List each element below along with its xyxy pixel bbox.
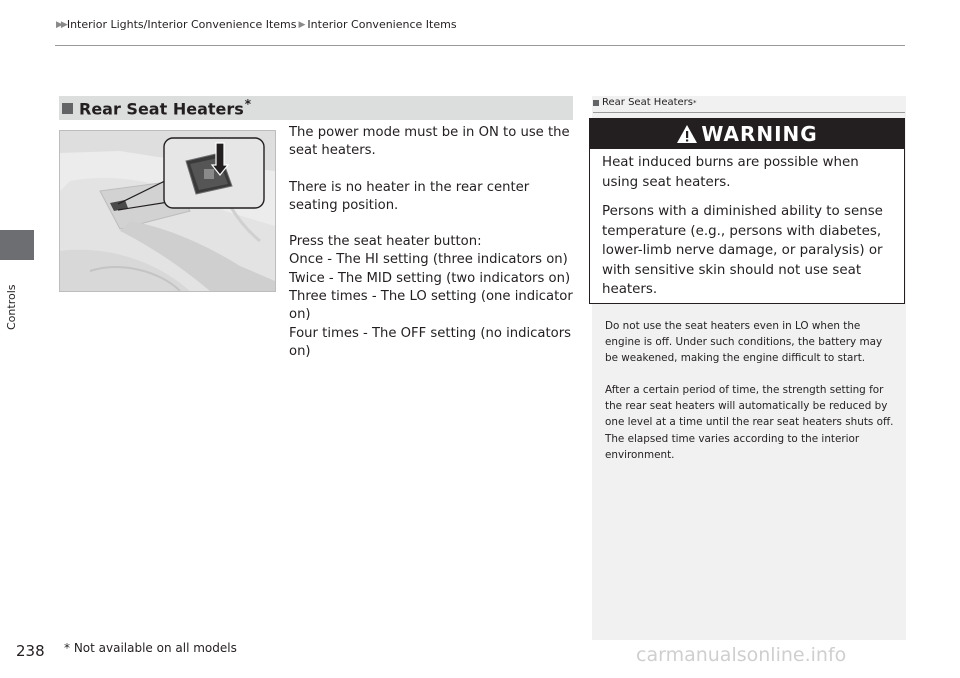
setting-three-times: Three times - The LO setting (one indicator on) [289, 289, 573, 323]
arrow-icon: ▶ [298, 19, 306, 30]
warning-title: WARNING [701, 122, 818, 146]
warning-box [589, 118, 905, 304]
setting-once: Once - The HI setting (three indicators on) [289, 252, 568, 268]
warning-body [590, 149, 904, 300]
warning-header [590, 119, 904, 149]
warning-burns-text: Heat induced burns are possible when using seat heaters. [602, 155, 859, 190]
note-engine-off-text: Do not use the seat heaters even in LO when the engine is off. Under such conditions, the battery may be weakened, making the engine difficult to start. [605, 320, 883, 365]
door-panel-image [60, 131, 275, 291]
warning-persons-text: Persons with a diminished ability to sense temperature (e.g., persons with diabetes, lower-limb nerve damage, or paralysis) or with sensitive skin should not use seat heaters. [602, 204, 883, 297]
breadcrumb [55, 18, 457, 31]
warning-triangle-icon [676, 124, 698, 144]
setting-four-times: Four times - The OFF setting (no indicators on) [289, 325, 572, 359]
header-divider [55, 45, 905, 46]
breadcrumb-item-1[interactable]: Interior Lights/Interior Convenience Items [66, 18, 297, 31]
chapter-tab-marker [0, 230, 34, 260]
sidebar-heading-text: Rear Seat Heaters [602, 97, 693, 108]
note-auto-reduce [605, 382, 895, 463]
sidebar-heading [593, 97, 905, 108]
breadcrumb-item-2[interactable]: Interior Convenience Items [307, 18, 457, 31]
section-title: Rear Seat Heaters* [79, 97, 252, 119]
reference-icon [593, 100, 599, 106]
press-instruction: Press the seat heater button: [289, 234, 482, 250]
setting-twice: Twice - The MID setting (two indicators on) [289, 270, 571, 286]
sidebar-divider [593, 112, 905, 113]
square-bullet-icon [62, 103, 73, 114]
seat-heater-illustration [59, 130, 276, 292]
footnote-star: * [244, 97, 252, 112]
paragraph-no-center-heater: There is no heater in the rear center seating position. [289, 179, 530, 213]
main-text [289, 124, 579, 361]
watermark: carmanualsonline.info [636, 644, 847, 666]
chapter-tab-label: Controls [5, 284, 18, 330]
note-engine-off [605, 318, 895, 367]
note-auto-reduce-text: After a certain period of time, the strength setting for the rear seat heaters will automatically be reduced by one level at a time until the rear seat heaters shuts off. The elapsed time varies according to the interior environment. [605, 384, 894, 461]
section-header [59, 96, 573, 120]
paragraph-power-mode: The power mode must be in ON to use the seat heaters. [289, 125, 570, 159]
sidebar-heading-star: * [693, 98, 697, 107]
footnote: * Not available on all models [64, 641, 237, 655]
double-arrow-icon: ▶▶ [56, 19, 66, 30]
page-number: 238 [16, 642, 45, 660]
